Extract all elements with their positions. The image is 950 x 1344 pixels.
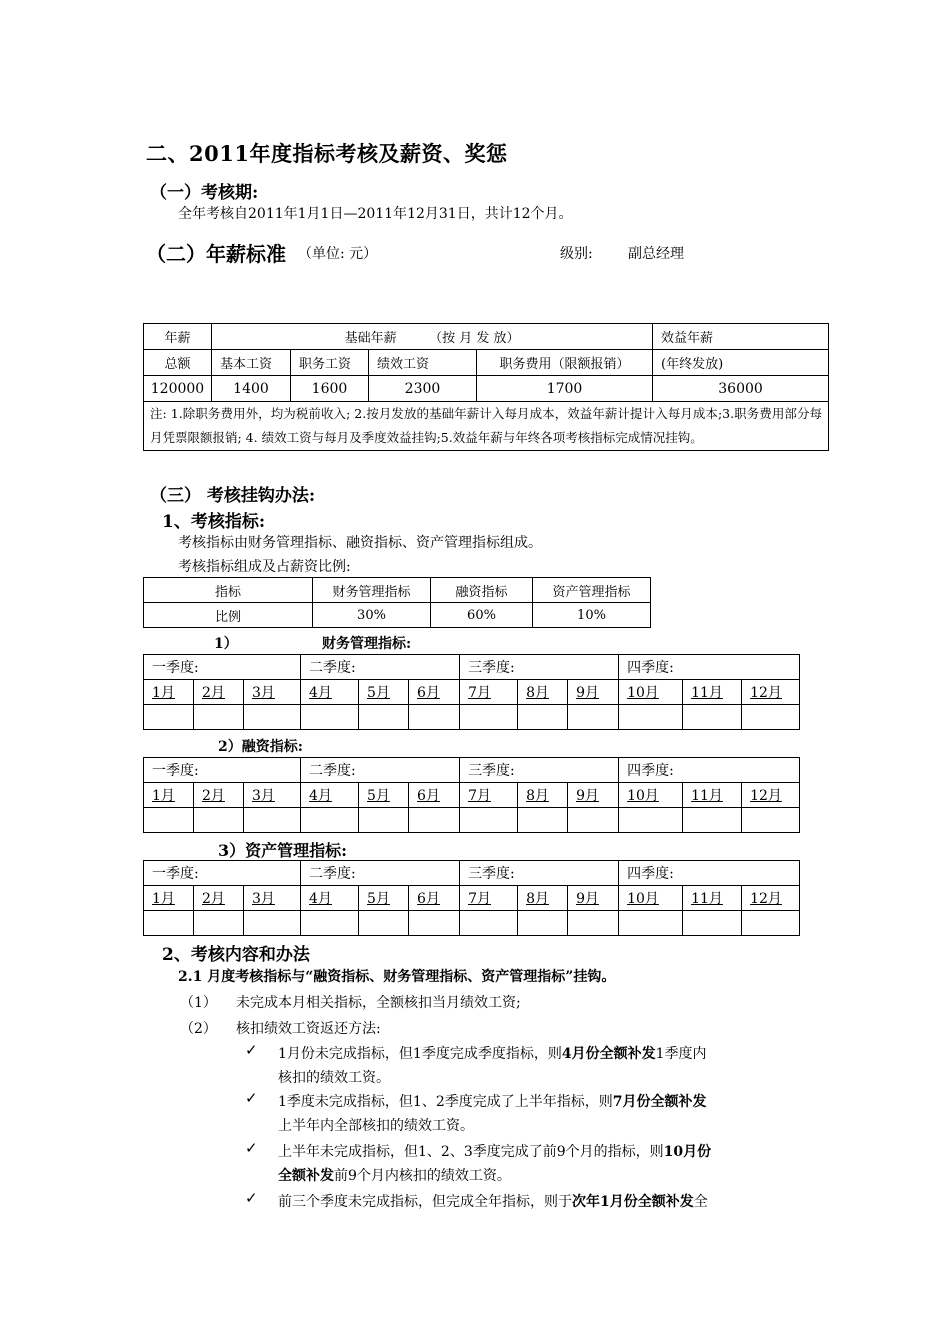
bullet3-line2-bold: 全额补发 bbox=[278, 1168, 334, 1184]
level-label: 级别: bbox=[560, 246, 593, 262]
month-cell bbox=[144, 680, 194, 705]
quarter-label: 四季度: bbox=[619, 655, 800, 680]
month-cell bbox=[683, 680, 742, 705]
item2-text: 核扣绩效工资返还方法: bbox=[236, 1021, 381, 1037]
month-value-cell bbox=[518, 911, 568, 936]
month-value-cell bbox=[301, 808, 359, 833]
month-label: 4月 bbox=[309, 685, 332, 701]
month-cell bbox=[301, 680, 359, 705]
month-value-cell bbox=[359, 808, 409, 833]
month-cell bbox=[518, 886, 568, 911]
month-cell bbox=[409, 886, 460, 911]
month-cell bbox=[144, 886, 194, 911]
col-year-end: (年终发放) bbox=[653, 350, 829, 376]
month-cell bbox=[460, 886, 518, 911]
ratio-table bbox=[143, 577, 651, 628]
month-label: 7月 bbox=[468, 891, 491, 907]
month-value-cell bbox=[683, 705, 742, 730]
value-bonus: 36000 bbox=[653, 376, 829, 402]
bullet4-pre: 前三个季度未完成指标，但完成全年指标，则于 bbox=[278, 1194, 572, 1210]
asset-indicator-label: 3）资产管理指标: bbox=[218, 841, 348, 860]
check-icon: ✓ bbox=[245, 1089, 258, 1107]
ratio-header-indicator: 指标 bbox=[144, 578, 313, 603]
month-cell bbox=[194, 680, 244, 705]
month-cell bbox=[619, 783, 683, 808]
content-sub21 bbox=[178, 966, 615, 986]
month-value-cell bbox=[568, 808, 619, 833]
quarter-label: 三季度: bbox=[460, 861, 619, 886]
period-text: 全年考核自2011年1月1日—2011年12月31日，共计12个月。 bbox=[178, 206, 573, 222]
month-value-cell bbox=[742, 808, 800, 833]
month-label: 1月 bbox=[152, 891, 175, 907]
month-label: 9月 bbox=[576, 685, 599, 701]
bullet1-bold: 4月份全额补发 bbox=[561, 1046, 656, 1062]
month-label: 2月 bbox=[202, 891, 225, 907]
month-cell bbox=[683, 783, 742, 808]
base-salary-header: 基础年薪 （按 月 发 放） bbox=[212, 324, 653, 350]
month-label: 5月 bbox=[367, 788, 390, 804]
content-heading: 2、考核内容和办法 bbox=[162, 945, 310, 965]
item2-num: （2） bbox=[180, 1021, 217, 1037]
month-value-cell bbox=[460, 705, 518, 730]
ratio-financing: 60% bbox=[431, 603, 533, 628]
month-value-cell bbox=[518, 705, 568, 730]
month-label: 9月 bbox=[576, 891, 599, 907]
month-value-cell bbox=[460, 808, 518, 833]
month-label: 8月 bbox=[526, 891, 549, 907]
month-label: 6月 bbox=[417, 891, 440, 907]
month-value-cell bbox=[568, 911, 619, 936]
bullet1-pre: 1月份未完成指标，但1季度完成季度指标，则 bbox=[278, 1046, 562, 1062]
bonus-salary-header: 效益年薪 bbox=[653, 324, 829, 350]
month-label: 12月 bbox=[750, 788, 782, 804]
month-value-cell bbox=[244, 705, 301, 730]
bullet1-post: 1季度内 bbox=[655, 1046, 707, 1062]
quarter-label: 二季度: bbox=[301, 758, 460, 783]
month-cell bbox=[683, 886, 742, 911]
month-label: 4月 bbox=[309, 891, 332, 907]
check-icon: ✓ bbox=[245, 1189, 258, 1207]
month-label: 8月 bbox=[526, 685, 549, 701]
finance-indicator-num: 1） bbox=[214, 636, 238, 652]
month-label: 7月 bbox=[468, 685, 491, 701]
value-basic: 1400 bbox=[212, 376, 291, 402]
bullet4-post: 全 bbox=[693, 1194, 708, 1210]
finance-indicator-label: 财务管理指标: bbox=[322, 636, 412, 652]
ratio-label: 比例 bbox=[144, 603, 313, 628]
col-position-expense: 职务费用（限额报销） bbox=[477, 350, 653, 376]
month-cell bbox=[244, 680, 301, 705]
level-value: 副总经理 bbox=[628, 246, 684, 262]
value-performance: 2300 bbox=[369, 376, 477, 402]
financing-indicator-label: 2）融资指标: bbox=[218, 739, 303, 755]
month-cell bbox=[742, 783, 800, 808]
month-value-cell bbox=[460, 911, 518, 936]
page-title: 二、2011年度指标考核及薪资、奖惩 bbox=[146, 141, 508, 166]
month-label: 5月 bbox=[367, 891, 390, 907]
month-value-cell bbox=[194, 911, 244, 936]
bullet1-line1 bbox=[278, 1043, 707, 1063]
col-performance-salary: 绩效工资 bbox=[369, 350, 477, 376]
month-value-cell bbox=[683, 808, 742, 833]
quarter-label: 一季度: bbox=[144, 655, 301, 680]
col-basic-salary: 基本工资 bbox=[212, 350, 291, 376]
month-cell bbox=[742, 680, 800, 705]
month-label: 11月 bbox=[691, 891, 723, 907]
month-value-cell bbox=[194, 705, 244, 730]
month-label: 6月 bbox=[417, 788, 440, 804]
bullet3-line2-post: 前9个月内核扣的绩效工资。 bbox=[334, 1168, 511, 1184]
method-line1: 考核指标由财务管理指标、融资指标、资产管理指标组成。 bbox=[178, 535, 542, 551]
quarter-label: 四季度: bbox=[619, 758, 800, 783]
item1-num: （1） bbox=[180, 995, 217, 1011]
ratio-header-financing: 融资指标 bbox=[431, 578, 533, 603]
bullet3-pre: 上半年未完成指标，但1、2、3季度完成了前9个月的指标，则 bbox=[278, 1144, 664, 1160]
content-sub21-text: 2.1 月度考核指标与“融资指标、财务管理指标、资产管理指标”挂钩。 bbox=[178, 969, 616, 985]
month-value-cell bbox=[359, 705, 409, 730]
quarter-label: 四季度: bbox=[619, 861, 800, 886]
month-value-cell bbox=[409, 705, 460, 730]
month-label: 2月 bbox=[202, 685, 225, 701]
month-value-cell bbox=[619, 808, 683, 833]
month-cell bbox=[518, 783, 568, 808]
month-value-cell bbox=[244, 808, 301, 833]
salary-table bbox=[143, 323, 829, 451]
month-cell bbox=[359, 886, 409, 911]
month-cell bbox=[568, 783, 619, 808]
month-cell bbox=[742, 886, 800, 911]
month-label: 11月 bbox=[691, 685, 723, 701]
bullet2-line2: 上半年内全部核扣的绩效工资。 bbox=[278, 1118, 474, 1134]
month-cell bbox=[568, 680, 619, 705]
month-cell bbox=[244, 886, 301, 911]
period-heading: （一）考核期: bbox=[150, 183, 259, 203]
month-label: 1月 bbox=[152, 788, 175, 804]
method-heading: （三） 考核挂钩办法: bbox=[150, 486, 316, 506]
ratio-finance: 30% bbox=[313, 603, 431, 628]
quarter-label: 二季度: bbox=[301, 861, 460, 886]
month-cell bbox=[301, 886, 359, 911]
month-value-cell bbox=[409, 911, 460, 936]
quarter-label: 一季度: bbox=[144, 758, 301, 783]
month-cell bbox=[518, 680, 568, 705]
month-cell bbox=[460, 783, 518, 808]
month-label: 4月 bbox=[309, 788, 332, 804]
check-icon: ✓ bbox=[245, 1041, 258, 1059]
salary-unit: （单位: 元） bbox=[298, 246, 378, 262]
finance-quarter-table bbox=[143, 654, 800, 730]
month-value-cell bbox=[244, 911, 301, 936]
bullet4-line1 bbox=[278, 1191, 708, 1211]
month-cell bbox=[244, 783, 301, 808]
month-label: 12月 bbox=[750, 891, 782, 907]
month-cell bbox=[194, 886, 244, 911]
month-label: 10月 bbox=[627, 891, 659, 907]
month-value-cell bbox=[568, 705, 619, 730]
ratio-asset: 10% bbox=[533, 603, 651, 628]
month-cell bbox=[460, 680, 518, 705]
month-value-cell bbox=[518, 808, 568, 833]
month-cell bbox=[619, 680, 683, 705]
month-value-cell bbox=[359, 911, 409, 936]
bullet2-bold: 7月份全额补发 bbox=[612, 1094, 707, 1110]
month-label: 12月 bbox=[750, 685, 782, 701]
month-label: 10月 bbox=[627, 788, 659, 804]
value-position: 1600 bbox=[291, 376, 369, 402]
month-label: 5月 bbox=[367, 685, 390, 701]
month-value-cell bbox=[619, 911, 683, 936]
total-label-1: 年薪 bbox=[144, 324, 212, 350]
month-value-cell bbox=[144, 911, 194, 936]
month-cell bbox=[409, 783, 460, 808]
month-value-cell bbox=[301, 705, 359, 730]
month-value-cell bbox=[144, 808, 194, 833]
method-line2: 考核指标组成及占薪资比例: bbox=[178, 559, 351, 575]
total-label-2: 总额 bbox=[144, 350, 212, 376]
quarter-label: 三季度: bbox=[460, 758, 619, 783]
month-label: 6月 bbox=[417, 685, 440, 701]
month-value-cell bbox=[409, 808, 460, 833]
bullet4-bold: 次年1月份全额补发 bbox=[572, 1194, 694, 1210]
month-value-cell bbox=[301, 911, 359, 936]
ratio-header-finance: 财务管理指标 bbox=[313, 578, 431, 603]
quarter-label: 二季度: bbox=[301, 655, 460, 680]
quarter-label: 一季度: bbox=[144, 861, 301, 886]
month-cell bbox=[619, 886, 683, 911]
month-label: 3月 bbox=[252, 685, 275, 701]
check-icon: ✓ bbox=[245, 1139, 258, 1157]
month-label: 1月 bbox=[152, 685, 175, 701]
salary-note: 注: 1.除职务费用外，均为税前收入; 2.按月发放的基础年薪计入每月成本，效益年薪计提计入每月成本;3.职务费用部分每月凭票限额报销; 4. 绩效工资与每月及季度效益挂钩;5.效益年薪与年终各项考核指标完成情况挂钩。 bbox=[144, 402, 829, 451]
month-cell bbox=[359, 680, 409, 705]
month-label: 10月 bbox=[627, 685, 659, 701]
month-cell bbox=[194, 783, 244, 808]
quarter-label: 三季度: bbox=[460, 655, 619, 680]
month-cell bbox=[301, 783, 359, 808]
month-value-cell bbox=[194, 808, 244, 833]
month-label: 7月 bbox=[468, 788, 491, 804]
month-value-cell bbox=[619, 705, 683, 730]
item1-text: 未完成本月相关指标，全额核扣当月绩效工资; bbox=[236, 995, 521, 1011]
bullet2-pre: 1季度未完成指标，但1、2季度完成了上半年指标，则 bbox=[278, 1094, 613, 1110]
month-label: 3月 bbox=[252, 891, 275, 907]
value-total: 120000 bbox=[144, 376, 212, 402]
financing-quarter-table bbox=[143, 757, 800, 833]
bullet2-line1 bbox=[278, 1091, 706, 1111]
month-label: 9月 bbox=[576, 788, 599, 804]
asset-quarter-table bbox=[143, 860, 800, 936]
bullet3-bold: 10月份 bbox=[663, 1144, 712, 1160]
month-cell bbox=[568, 886, 619, 911]
method-sub1: 1、考核指标: bbox=[162, 512, 266, 532]
month-value-cell bbox=[742, 911, 800, 936]
month-value-cell bbox=[683, 911, 742, 936]
month-value-cell bbox=[144, 705, 194, 730]
ratio-header-asset: 资产管理指标 bbox=[533, 578, 651, 603]
month-label: 8月 bbox=[526, 788, 549, 804]
month-value-cell bbox=[742, 705, 800, 730]
col-position-salary: 职务工资 bbox=[291, 350, 369, 376]
salary-standard-heading: （二）年薪标准 bbox=[146, 242, 286, 266]
value-expense: 1700 bbox=[477, 376, 653, 402]
month-label: 3月 bbox=[252, 788, 275, 804]
bullet1-line2: 核扣的绩效工资。 bbox=[278, 1070, 390, 1086]
month-cell bbox=[144, 783, 194, 808]
bullet3-line2 bbox=[278, 1165, 511, 1185]
month-cell bbox=[409, 680, 460, 705]
month-label: 11月 bbox=[691, 788, 723, 804]
month-cell bbox=[359, 783, 409, 808]
bullet3-line1 bbox=[278, 1141, 711, 1161]
month-label: 2月 bbox=[202, 788, 225, 804]
